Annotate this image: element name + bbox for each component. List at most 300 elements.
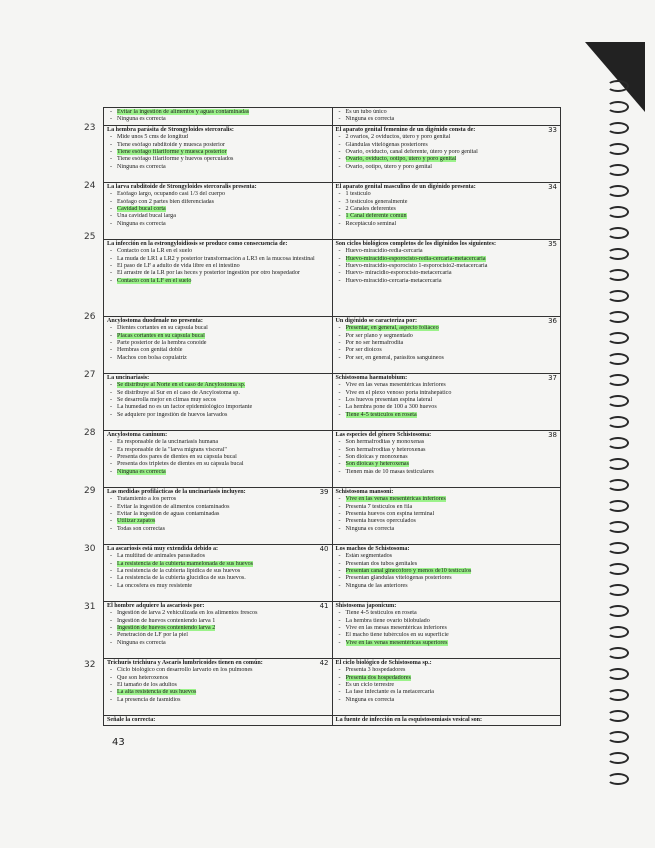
question-number-marker: 41 (319, 601, 329, 610)
question-title (107, 603, 329, 610)
answer-text: La fase infectante es la metacercaria (345, 689, 434, 696)
table-row (104, 658, 561, 715)
question-text: Trichuris trichiura y Ascaris lumbricoides tienen en común: (107, 659, 263, 666)
question-title (336, 717, 558, 724)
answer-text: Huevo-miracidio-redia-cercaria (345, 248, 423, 255)
table-row (104, 430, 561, 487)
question-title (107, 432, 329, 439)
answer-text: Se desarrolla mejor en climas muy secos (117, 397, 217, 404)
answer-option (107, 134, 329, 141)
question-number-marker: 34 (548, 182, 557, 191)
handwritten-question-number: 28 (84, 428, 96, 438)
highlighted-answer: La alta resistencia de sus huevos (117, 689, 197, 696)
answer-text: La presencia de fasmidios (117, 696, 181, 703)
table-row (104, 544, 561, 601)
table-row (104, 182, 561, 239)
spiral-ring (607, 206, 629, 218)
answer-option (336, 248, 558, 255)
answer-text: El macho tiene tubérculos en su superficie (345, 632, 449, 639)
answer-text: Tiene esófago filariforme y huevos operculados (117, 156, 234, 163)
answer-option (336, 221, 558, 228)
answer-option (336, 697, 558, 704)
answer-option (336, 561, 558, 568)
answer-text: Presenta 7 testículos en fila (345, 503, 413, 510)
answer-text: El tamaño de los adultos (117, 682, 177, 689)
highlighted-answer: Utilizar zapatos (117, 518, 156, 525)
highlighted-answer: Tiene 4-5 testículos en roseta (345, 411, 417, 418)
question-title (336, 660, 558, 667)
question-text: Schistosoma mansoni: (335, 488, 394, 495)
answer-option (107, 553, 329, 560)
answer-option (336, 404, 558, 411)
answer-option (336, 439, 558, 446)
question-cell-left (104, 487, 333, 544)
answer-text: Presenta huevos operculados (345, 518, 416, 525)
answer-option (107, 164, 329, 171)
question-cell-left (104, 373, 333, 430)
highlighted-answer: Tiene esófago filariforme y muesca posterior (117, 149, 227, 156)
question-number-marker: 40 (319, 544, 329, 553)
spiral-ring (607, 311, 629, 323)
table-row (104, 108, 561, 126)
question-cell-left (104, 316, 333, 373)
answer-option (336, 109, 558, 116)
answer-text: Vive en las mesas mesentéricas inferiores (345, 625, 447, 632)
question-text: Señale la correcta: (107, 716, 156, 723)
question-cell-left (104, 125, 333, 182)
answer-text: Que son heteroxenos (117, 674, 169, 681)
answer-option (336, 278, 558, 285)
question-cell-left (104, 239, 333, 316)
spiral-ring (607, 185, 629, 197)
answer-option (336, 518, 558, 525)
question-title (336, 127, 558, 134)
question-cell-right (332, 715, 561, 725)
question-title (336, 318, 558, 325)
answer-option (107, 213, 329, 220)
highlighted-answer: 1 Canal deferente común (345, 213, 407, 220)
answer-text: Esófago largo, ocupando casi 1/3 del cuerpo (117, 191, 226, 198)
answer-option (107, 382, 329, 389)
table-row (104, 316, 561, 373)
answer-option (107, 439, 329, 446)
spiral-ring (607, 605, 629, 617)
question-number-marker: 33 (548, 125, 557, 134)
answer-option (336, 390, 558, 397)
answer-text: Se adquiere por ingestión de huevos larvados (117, 411, 228, 418)
answer-text: Ninguna es correcta (345, 696, 395, 703)
question-cell-left (104, 182, 333, 239)
answer-text: El arrastre de la LR por las heces y posterior ingestión por otro hospedador (117, 270, 300, 277)
highlighted-answer: Ingestión de huevos conteniendo larva 2 (117, 625, 216, 632)
question-text: Las medidas profilácticas de la uncinariasis incluyen: (107, 488, 246, 495)
highlighted-answer: Presentar, en general, aspecto foliáceo (345, 325, 439, 332)
question-number-marker: 39 (319, 487, 329, 496)
answer-option (336, 116, 558, 123)
answer-option (336, 397, 558, 404)
spiral-ring (607, 458, 629, 470)
answer-option (107, 518, 329, 525)
answer-text: 2 Canales deferentes (345, 206, 396, 213)
spiral-ring (607, 374, 629, 386)
highlighted-answer: Huevo-miracidio-esporocisto-redia-cercaria-metacercaria (345, 255, 486, 262)
answer-option (107, 583, 329, 590)
question-text: El aparato genital masculino de un digénido presenta: (335, 183, 476, 190)
answer-option (336, 511, 558, 518)
answer-text: Por ser plano y segmentado (345, 332, 413, 339)
answer-option (336, 675, 558, 682)
answer-option (107, 412, 329, 419)
answer-option (336, 142, 558, 149)
answer-text: Ovario, oviducto, canal deferente, útero y poro genital (345, 149, 478, 156)
spiral-ring (607, 353, 629, 365)
question-text: La uncinariasis: (107, 374, 150, 381)
table-row (104, 601, 561, 658)
spiral-ring (607, 773, 629, 785)
highlighted-answer: Ovario, oviducto, ootipo, útero y poro genital (345, 156, 457, 163)
answer-text: Una cavidad bucal larga (117, 213, 176, 220)
spiral-ring (607, 542, 629, 554)
answer-option (336, 553, 558, 560)
answer-text: Están segmentados (345, 553, 393, 560)
spiral-ring (607, 227, 629, 239)
question-cell-left (104, 544, 333, 601)
question-text: Son ciclos biológicos completos de los digénidos los siguientes: (335, 240, 496, 247)
question-title (336, 489, 558, 496)
question-cell-right (332, 487, 561, 544)
answer-option (107, 689, 329, 696)
answer-option (107, 496, 329, 503)
answer-text: Esófago con 2 partes bien diferenciadas (117, 198, 214, 205)
spiral-ring (607, 80, 629, 92)
answer-option (107, 561, 329, 568)
answer-option (107, 625, 329, 632)
answer-option (336, 333, 558, 340)
answer-text: Ingestión de huevos conteniendo larva 1 (117, 617, 216, 624)
answer-option (107, 697, 329, 704)
answer-text: Ninguna es correcta (117, 116, 166, 123)
answer-text: Presenta dos pares de dientes en su cápsula bucal (117, 454, 237, 461)
handwritten-question-number: 32 (84, 660, 96, 670)
question-cell-right (332, 373, 561, 430)
answer-option (336, 625, 558, 632)
question-title (336, 603, 558, 610)
question-title (336, 184, 558, 191)
answer-text: Mide unos 5 cms de longitud (117, 134, 188, 141)
question-title (107, 184, 329, 191)
highlighted-answer: Vive en las venas mesentéricas superiores (345, 639, 448, 646)
answer-text: Ninguna es correcta (345, 116, 395, 123)
answer-text: Huevo-miracidio-cercaria-metacercaria (345, 277, 442, 284)
highlighted-answer: Presenta dos hospedadores (345, 674, 411, 681)
question-cell-left (104, 715, 333, 725)
spiral-ring (607, 479, 629, 491)
spiral-ring (607, 332, 629, 344)
answer-option (336, 156, 558, 163)
handwritten-question-number: 29 (84, 486, 96, 496)
answer-option (107, 618, 329, 625)
answer-option (107, 199, 329, 206)
answer-option (107, 447, 329, 454)
answer-option (107, 640, 329, 647)
handwritten-question-number: 30 (84, 544, 96, 554)
answer-text: Tratamiento a los perros (117, 496, 177, 503)
spiral-ring (607, 689, 629, 701)
spiral-ring (607, 122, 629, 134)
answer-option (336, 213, 558, 220)
spiral-ring (607, 500, 629, 512)
answer-text: Machos con bolsa copulatriz (117, 354, 187, 361)
spiral-ring (607, 269, 629, 281)
answer-text: 1 testículo (345, 191, 371, 198)
answer-option (336, 206, 558, 213)
question-cell-left (104, 658, 333, 715)
answer-option (107, 116, 329, 123)
question-title (336, 241, 558, 248)
answer-option (107, 610, 329, 617)
highlighted-answer: Contacto con la LF en el suelo (117, 277, 192, 284)
spiral-ring (607, 710, 629, 722)
spiral-ring (607, 101, 629, 113)
highlighted-answer: Presentan canal ginecóforo y menos de10 testículos (345, 568, 472, 575)
answer-text: Vive en las venas mesentéricas inferiores (345, 382, 446, 389)
answer-text: Ninguna es correcta (117, 163, 166, 170)
answer-text: Por ser dioicos (345, 347, 382, 354)
answer-option (336, 382, 558, 389)
answer-option (336, 526, 558, 533)
question-number-marker: 36 (548, 316, 557, 325)
answer-text: Se distribuye al Sur en el caso de Ancylostoma sp. (117, 389, 240, 396)
answer-option (107, 397, 329, 404)
answer-option (107, 390, 329, 397)
answer-option (336, 270, 558, 277)
question-title (107, 489, 329, 496)
highlighted-answer: Evitar la ingestión de alimentos y aguas contaminadas (117, 109, 250, 115)
question-title (107, 318, 329, 325)
answer-option (107, 149, 329, 156)
spiral-ring (607, 416, 629, 428)
question-title (107, 546, 329, 553)
handwritten-question-number: 27 (84, 370, 96, 380)
answer-option (336, 164, 558, 171)
answer-text: Presenta 3 hospedadores (345, 667, 406, 674)
answer-text: La humedad no es un factor epidemiológico importante (117, 404, 253, 411)
question-text: Las especies del género Schistosoma: (335, 431, 432, 438)
table-row (104, 373, 561, 430)
answer-option (336, 447, 558, 454)
table-row (104, 715, 561, 725)
answer-text: 3 testículos generalmente (345, 198, 408, 205)
answer-text: Contacto con la LR en el suelo (117, 248, 193, 255)
question-title (107, 660, 329, 667)
handwritten-total: 43 (112, 737, 125, 748)
answer-text: Por ser, en general, parásitos sanguíneos (345, 354, 444, 361)
answer-option (107, 347, 329, 354)
answer-text: Ninguna es correcta (117, 220, 166, 227)
answer-text: Es responsable de la uncinariasis humana (117, 439, 219, 446)
answer-option (107, 270, 329, 277)
table-row (104, 239, 561, 316)
question-number-marker: 35 (548, 239, 557, 248)
question-cell-right (332, 182, 561, 239)
answer-option (336, 682, 558, 689)
question-title (336, 432, 558, 439)
question-text: El aparato genital femenino de un digénido consta de: (335, 126, 476, 133)
answer-text: Todas son correctas (117, 525, 165, 532)
question-cell-right (332, 108, 561, 126)
answer-text: Evitar la ingestión de alimentos contaminados (117, 503, 230, 510)
answer-option (107, 511, 329, 518)
answer-text: Huevo-miracidio-esporocisto 1-esporocisto2-metacercaria (345, 263, 488, 270)
answer-option (336, 575, 558, 582)
question-text: La infección en la estrongyloidiosis se produce como consecuencia de: (107, 240, 288, 247)
answer-text: Es un tubo único (345, 109, 387, 115)
answer-text: Glándulas vitelógenas posteriores (345, 141, 428, 148)
answer-option (107, 156, 329, 163)
spiral-ring (607, 752, 629, 764)
answer-text: Ninguna de las anteriores (345, 582, 408, 589)
answer-option (336, 496, 558, 503)
answer-text: Penetración de LF por la piel (117, 632, 188, 639)
question-title (107, 241, 329, 248)
question-title (336, 375, 558, 382)
spiral-ring (607, 647, 629, 659)
answer-text: Tiene 4-5 testículos en roseta (345, 610, 417, 617)
answer-text: 2 ovarios, 2 oviductos, útero y poro genital (345, 134, 451, 141)
answer-option (336, 191, 558, 198)
exam-sheet (103, 107, 561, 735)
question-cell-right (332, 125, 561, 182)
answer-option (107, 504, 329, 511)
answer-option (107, 461, 329, 468)
handwritten-question-number: 26 (84, 312, 96, 322)
answer-text: Ciclo biológico con desarrollo larvario en los pulmones (117, 667, 253, 674)
question-text: La hembra parásita de Strongyloides stercoralis: (107, 126, 234, 133)
answer-text: Por no ser hermafrodita (345, 340, 404, 347)
spiral-ring (607, 626, 629, 638)
spiral-ring (607, 521, 629, 533)
answer-text: Receptáculo seminal (345, 220, 397, 227)
answer-option (107, 404, 329, 411)
answer-text: Presenta dos tripletes de dientes en su cápsula bucal (117, 461, 244, 468)
answer-text: Los huevos presentan espina lateral (345, 397, 433, 404)
answer-option (107, 325, 329, 332)
question-text: Ancylostoma caninum: (107, 431, 168, 438)
question-table (103, 107, 561, 726)
answer-option (107, 667, 329, 674)
spiral-ring (607, 731, 629, 743)
question-number-marker: 37 (548, 373, 557, 382)
answer-option (107, 469, 329, 476)
answer-text: Ninguna es correcta (345, 525, 395, 532)
answer-option (336, 256, 558, 263)
question-title (107, 717, 329, 724)
answer-option (336, 134, 558, 141)
answer-text: Son hermafroditas y monoxenas (345, 439, 425, 446)
question-cell-right (332, 658, 561, 715)
answer-option (107, 191, 329, 198)
answer-text: Vive en el plexo venoso porta intrahepático (345, 389, 452, 396)
answer-option (107, 221, 329, 228)
answer-option (336, 504, 558, 511)
answer-text: La oncosfera es muy resistente (117, 582, 193, 589)
answer-option (107, 263, 329, 270)
answer-option (107, 355, 329, 362)
spiral-ring (607, 248, 629, 260)
answer-text: Dientes cortantes en su cápsula bucal (117, 325, 208, 332)
spiral-ring (607, 437, 629, 449)
answer-option (336, 355, 558, 362)
question-cell-left (104, 430, 333, 487)
answer-text: Es un ciclo terrestre (345, 682, 395, 689)
answer-option (107, 575, 329, 582)
question-title (107, 127, 329, 134)
question-text: Shistosoma japonicum: (335, 602, 397, 609)
answer-option (336, 412, 558, 419)
question-title (336, 546, 558, 553)
answer-text: Parte posterior de la hembra conoide (117, 340, 207, 347)
highlighted-answer: Cavidad bucal corta (117, 206, 166, 213)
answer-option (336, 610, 558, 617)
answer-text: Presenta huevos con espina terminal (345, 511, 435, 518)
answer-option (107, 682, 329, 689)
answer-text: Ingestión de larva 2 vehiculizada en los alimentos frescos (117, 610, 258, 617)
answer-text: La muda de LR1 a LR2 y posterior transformación a LR3 en la mucosa intestinal (117, 255, 315, 262)
answer-option (336, 340, 558, 347)
spiral-ring (607, 395, 629, 407)
question-number-marker: 42 (319, 658, 329, 667)
highlighted-answer: Placas cortantes en su cápsula bucal (117, 332, 205, 339)
spiral-ring (607, 668, 629, 680)
answer-option (336, 583, 558, 590)
question-text: El hombre adquiere la ascariosis por: (107, 602, 205, 609)
question-text: La larva rabditoide de Strongyloides stercoralis presenta: (107, 183, 257, 190)
answer-option (107, 526, 329, 533)
answer-text: Tiene esófago rabditoide y muesca posterior (117, 141, 225, 148)
highlighted-answer: Ninguna es correcta (117, 468, 166, 475)
answer-text: La resistencia de la cubierta glucídica de sus huevos. (117, 575, 246, 582)
answer-text: La resistencia de la cubierta lipídica de sus huevos (117, 568, 241, 575)
answer-option (336, 347, 558, 354)
spiral-binding (585, 40, 655, 820)
question-text: Schistosoma haematobium: (335, 374, 408, 381)
answer-option (107, 454, 329, 461)
answer-option (336, 325, 558, 332)
question-text: Ancylostoma duodenale no presenta: (107, 317, 203, 324)
answer-option (336, 667, 558, 674)
handwritten-question-number: 25 (84, 232, 96, 242)
answer-text: La hembra tiene ovario bilobulado (345, 617, 430, 624)
question-cell-right (332, 601, 561, 658)
answer-option (107, 256, 329, 263)
question-text: El ciclo biológico de Schistosoma sp.: (335, 659, 432, 666)
highlighted-answer: Vive en las venas mesentéricas inferiores (345, 496, 446, 503)
question-cell-right (332, 544, 561, 601)
answer-option (336, 149, 558, 156)
answer-text: Ovario, ootipo, útero y poro genital (345, 163, 432, 170)
answer-option (107, 109, 329, 116)
answer-option (107, 568, 329, 575)
answer-text: Evitar la ingestión de aguas contaminadas (117, 511, 220, 518)
handwritten-question-number: 23 (84, 123, 96, 133)
answer-option (107, 248, 329, 255)
answer-option (107, 675, 329, 682)
spiral-ring (607, 563, 629, 575)
answer-option (107, 333, 329, 340)
answer-text: Presentan glándulas vitelógenas posteriores (345, 575, 452, 582)
spiral-ring (607, 584, 629, 596)
answer-option (336, 640, 558, 647)
